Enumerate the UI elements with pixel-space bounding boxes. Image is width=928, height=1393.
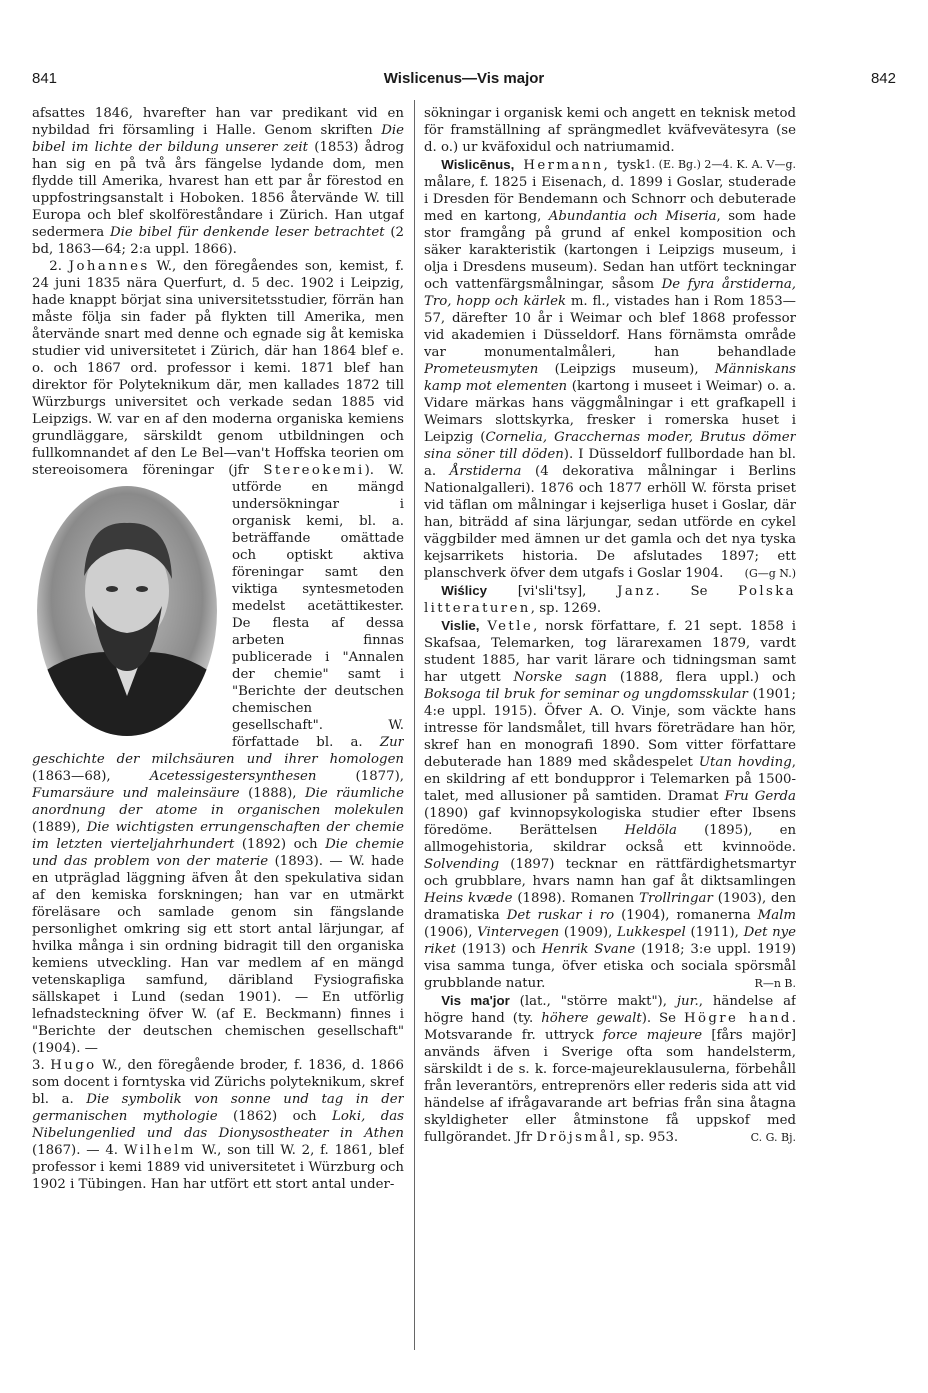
text: , sp. 1269.: [530, 601, 602, 616]
person-name: Hermann: [523, 158, 604, 173]
entry-number: 4.: [105, 1143, 119, 1158]
person-name: Janz: [617, 584, 656, 599]
work-title: Heldöla: [624, 823, 677, 838]
text: (1911),: [690, 925, 739, 940]
work-title: Henrik Svane: [541, 942, 636, 957]
page-header: [32, 70, 896, 94]
author-signature: C. G. Bj.: [750, 1131, 796, 1144]
author-signature: R—n B.: [754, 977, 796, 990]
headword: Vislie,: [441, 618, 480, 633]
entry-wislicenus-hermann: [424, 156, 796, 582]
work-title: Fumarsäure und maleinsäure: [32, 786, 240, 801]
entry-johannes: [32, 258, 404, 1057]
headword: Wiślicy: [441, 583, 487, 598]
text: (2 bd, 1863—64; 2:a uppl. 1866).: [32, 225, 404, 257]
entry-vislie: [424, 617, 796, 992]
left-page-number: 841: [32, 70, 58, 87]
text: (1913) och: [461, 942, 536, 957]
work-title: Det ruskar i ro: [506, 908, 615, 923]
headword: Wislicēnus,: [441, 157, 515, 172]
work-title: Solvending: [424, 857, 500, 872]
work-title: Årstiderna: [449, 464, 522, 479]
text: (1890) gaf kvinnopsykologiska studier efter Ibsens föredöme. Berättelsen: [424, 806, 796, 838]
abbreviation: jur.: [676, 994, 699, 1009]
text: (1893). — W. hade en utpräglad läggning äfven åt den spekulativa sidan af den kemiska forskningen; han var en utmärkt föreläsare och samlade genom sin fängslande personlighet omkring sig ett stort antal lärjungar, af hvilka många i sin ordning bidragit till den organiska kemiens utveckling. Han var medlem af en mängd vetenskapliga samfund, däribland Fysiografiska sällskapet i Lund (sedan 1901). — En utförlig lefnadsteckning öfver W. (af E. Beckmann) finnes i "Berichte der deutschen chemischen gesellschaft" (1904). —: [32, 854, 404, 1056]
text: , händelse af högre hand (ty.: [424, 994, 796, 1026]
text: (1889),: [32, 820, 81, 835]
author-signature: 1. (E. Bg.) 2—4. K. A. V—g.: [644, 158, 796, 171]
foreign-term: force majeure: [602, 1028, 703, 1043]
work-title: Malm: [757, 908, 796, 923]
work-title: Trollringar: [639, 891, 713, 906]
text: (1903), den dramatiska: [424, 891, 796, 923]
work-title: Die symbolik von sonne und tag in der germanischen mythologie: [32, 1092, 404, 1124]
text: (4 dekorativa målningar i Berlins Nationalgalleri). 1876 och 1877 erhöll W. första priset vid täflan om målningar i kejserliga huset i Goslar, där han, biträdd af sina lärjungar, sedan utförde en cykel väggbilder med ämnen ur det gamla och det nya tyska kejsarrikets historia. De afslutades 1897; ett planschverk öfver dem utgafs i Goslar 1904.: [424, 464, 796, 581]
text: , en skildring af ett bonduppror i Telemarken på 1500-talet, med allusioner på samtiden. Dramat: [424, 755, 796, 804]
text: (1901; 4:e uppl. 1915). Öfver A. O. Vinje, som väckte hans intresse för landsmålet, till hvars företrädare han hör, skref han en monografi 1890. Som vitter författare debuterade han 1889 med skådespelet: [424, 687, 796, 770]
book-title: Die bibel für denkende leser betrachtet: [110, 225, 385, 240]
text: (1892) och: [241, 837, 318, 852]
text: (1863—68),: [32, 769, 111, 784]
text: (1918; 3:e uppl. 1919) visa samma tunga, öfver etiska och sociala spörsmål grubblande natur.: [424, 942, 796, 991]
text: , sp. 953.: [616, 1130, 679, 1145]
cross-reference: Polska litteraturen: [424, 584, 796, 616]
entry-hugo: [32, 1057, 404, 1193]
headword: Vis ma'jor: [441, 993, 510, 1008]
text: (1862) och: [233, 1109, 317, 1124]
work-title: Det nye riket: [424, 925, 796, 957]
right-page-number: 842: [870, 70, 896, 87]
author-signature: (G—g N.): [744, 567, 796, 580]
work-title: Die wichtigsten errungenschaften der chemie im letzten vierteljahrhundert: [32, 820, 404, 852]
text: (1898). Romanen: [517, 891, 635, 906]
text: (1906),: [424, 925, 473, 940]
work-title: Vintervegen: [477, 925, 560, 940]
text: (lat., "större makt"),: [519, 994, 667, 1009]
person-name: Hugo: [50, 1058, 97, 1073]
text: W., son till W. 2, f. 1861, blef professor i kemi 1889 vid universitetet i Würzburg och 1902 i Tübingen. Han har utfört ett stort antal under-: [32, 1143, 404, 1192]
work-title: Heins kvæde: [424, 891, 513, 906]
work-title: Acetessigestersynthesen: [149, 769, 317, 784]
text: (kartong i museet i Weimar) o. a. Vidare märkas hans väggmålningar i ett grafkapell i Weimars slottskyrka, fresker i romerska huset i Leipzig (: [424, 379, 796, 445]
work-title: Die räumliche anordnung der atome in organischen molekulen: [32, 786, 404, 818]
work-title: Zur geschichte der milchsäuren und ihrer homologen: [32, 735, 404, 767]
text: m. fl., vistades han i Rom 1853—57, därefter 10 år i Weimar och blef 1868 professor vid akademien i Düsseldorf. Hans förnämsta område var monumentalmåleri, han behandlade: [424, 294, 796, 360]
text: . Se: [655, 584, 708, 599]
running-title: Wislicenus—Vis major: [383, 70, 545, 87]
work-title: Utan hovding: [698, 755, 792, 770]
text: (1867). —: [32, 1143, 100, 1158]
text: afsattes 1846, hvarefter han var predikant vid en nybildad fri församling i Halle. Genom skriften: [32, 106, 404, 138]
text: W., den föregående broder, f. 1836, d. 1866 som docent i forntyska vid Zürichs polyteknikum, skref bl. a.: [32, 1058, 404, 1107]
person-name: Vetle: [487, 619, 534, 634]
text: (1897) tecknar en rättfärdighetsmartyr och grubblare, hvars namn han gaf åt diktsamlingen: [424, 857, 796, 889]
text: (1904), romanerna: [621, 908, 751, 923]
text: ). W. utförde en mängd undersökningar i organisk kemi, bl. a. beträffande omättade och optiskt aktiva föreningar samt den viktiga syntesmetoden medelst acetättikester. De flesta af dessa arbeten finnas publicerade i "Annalen der chemie" samt i "Berichte der deutschen chemischen gesellschaft". W. författade bl. a.: [232, 463, 404, 750]
work-title: Abundantia och Miseria: [548, 209, 717, 224]
person-name: Johannes: [68, 259, 150, 274]
text: ). I Düsseldorf fullbordade han bl. a.: [424, 447, 796, 479]
column-divider: [414, 100, 415, 1350]
work-title: Norske sagn: [513, 670, 607, 685]
text: (1888),: [248, 786, 297, 801]
entry-wislicy: [424, 582, 796, 617]
work-title: Prometeusmyten: [424, 362, 539, 377]
cross-reference: Stereokemi: [263, 463, 365, 478]
text: sökningar i organisk kemi och angett en teknisk metod för framställning af sprängmedlet kväfvevätesyra (se d. o.) ur kväfoxidul och natriumamid.: [424, 106, 796, 155]
entry-vis-major: [424, 992, 796, 1146]
text: W., den föregåendes son, kemist, f. 24 juni 1835 nära Querfurt, d. 5 dec. 1902 i Leipzig, hade knappt börjat sina universitetsstudier, förrän han måste följa sin fader på flykten till Amerika, men återvände snart med denne och egnade sig åt kemiska studier vid universitetet i Zürich, där han 1864 blef e. o. och 1867 ord. professor i kemi. 1871 blef han direktor för Polyteknikum där, men kallades 1872 till Würzburgs universitet och verkade sedan 1885 vid Leipzigs. W. var en af den moderna organiska kemiens grundläggare, särskildt genom utbildningen och fullkomnandet af den Le Bel—van't Hoffska teorien om stereoisomera föreningar (jfr: [32, 259, 404, 478]
work-title: Lukkespel: [616, 925, 686, 940]
text: , tysk målare, f. 1825 i Eisenach, d. 1899 i Goslar, studerade i Dresden för Bendemann och Schnorr och debuterade med en kartong,: [424, 158, 796, 224]
work-title: Boksoga til bruk for seminar og ungdomsskular: [424, 687, 748, 702]
pronunciation: [vi'sli'tsy],: [517, 584, 587, 599]
text: (1895), en allmogehistoria, skildrar också ett kvinnoöde.: [424, 823, 796, 855]
text: (1888, flera uppl.) och: [619, 670, 796, 685]
text: (1853) ådrog han sig en på två års fängelse lydande dom, men flydde till Amerika, hvarest han ett par år förestod en uppfostringsanstalt i Hoboken. 1856 återvände W. till Europa och blef skolföreståndare i Zürich. Han utgaf sedermera: [32, 140, 404, 240]
portrait-photo: [32, 481, 222, 746]
text: (1877),: [355, 769, 404, 784]
text: ). Se: [641, 1011, 677, 1026]
text: [fårs majör] används äfven i Sverige ofta som handelsterm, särskildt i de s. k. force-majeureklausulerna, förbehåll från leverantörs, entreprenörs eller rederis sida att vid händelse af ifrågavarande art befrias från sina åtagna skyldigheter eller åtminstone få uppskof med fullgörandet. Jfr: [424, 1028, 796, 1145]
work-title: Die chemie und das problem von der materie: [32, 837, 404, 869]
foreign-term: höhere gewalt: [541, 1011, 642, 1026]
text: , norsk författare, f. 21 sept. 1858 i Skafsaa, Telemarken, tog lärarexamen 1879, vardt student 1885, har varit lärare och tidningsman samt har utgett: [424, 619, 796, 685]
text: (Leipzigs museum),: [554, 362, 699, 377]
work-title: De fyra årstiderna, Tro, hopp och kärlek: [424, 277, 796, 309]
right-column: [424, 105, 796, 1345]
person-name: Wilhelm: [123, 1143, 196, 1158]
work-title: Cornelia, Gracchernas moder, Brutus dömer sina söner till döden: [424, 430, 796, 462]
left-column: [32, 105, 404, 1345]
text: , som hade stor framgång på grund af enkel komposition och säker karakteristik (kartongen i Leipzigs museum, i olja i Dresdens museum). Sedan han utfört teckningar och vattenfärgsmålningar, såsom: [424, 209, 796, 292]
work-title: Människans kamp mot elementen: [424, 362, 796, 394]
work-title: Loki, das Nibelungenlied und das Dionysostheater in Athen: [32, 1109, 404, 1141]
text: (1909),: [563, 925, 613, 940]
work-title: Fru Gerda: [724, 789, 796, 804]
entry-number: 2.: [49, 259, 62, 274]
text: . Motsvarande fr. uttryck: [424, 1011, 796, 1043]
cross-reference: Dröjsmål: [536, 1130, 617, 1145]
cross-reference: Högre hand: [683, 1011, 792, 1026]
paragraph-continuation: [32, 105, 404, 258]
book-title: Die bibel im lichte der bildung unserer zeit: [32, 123, 404, 155]
entry-number: 3.: [32, 1058, 45, 1073]
